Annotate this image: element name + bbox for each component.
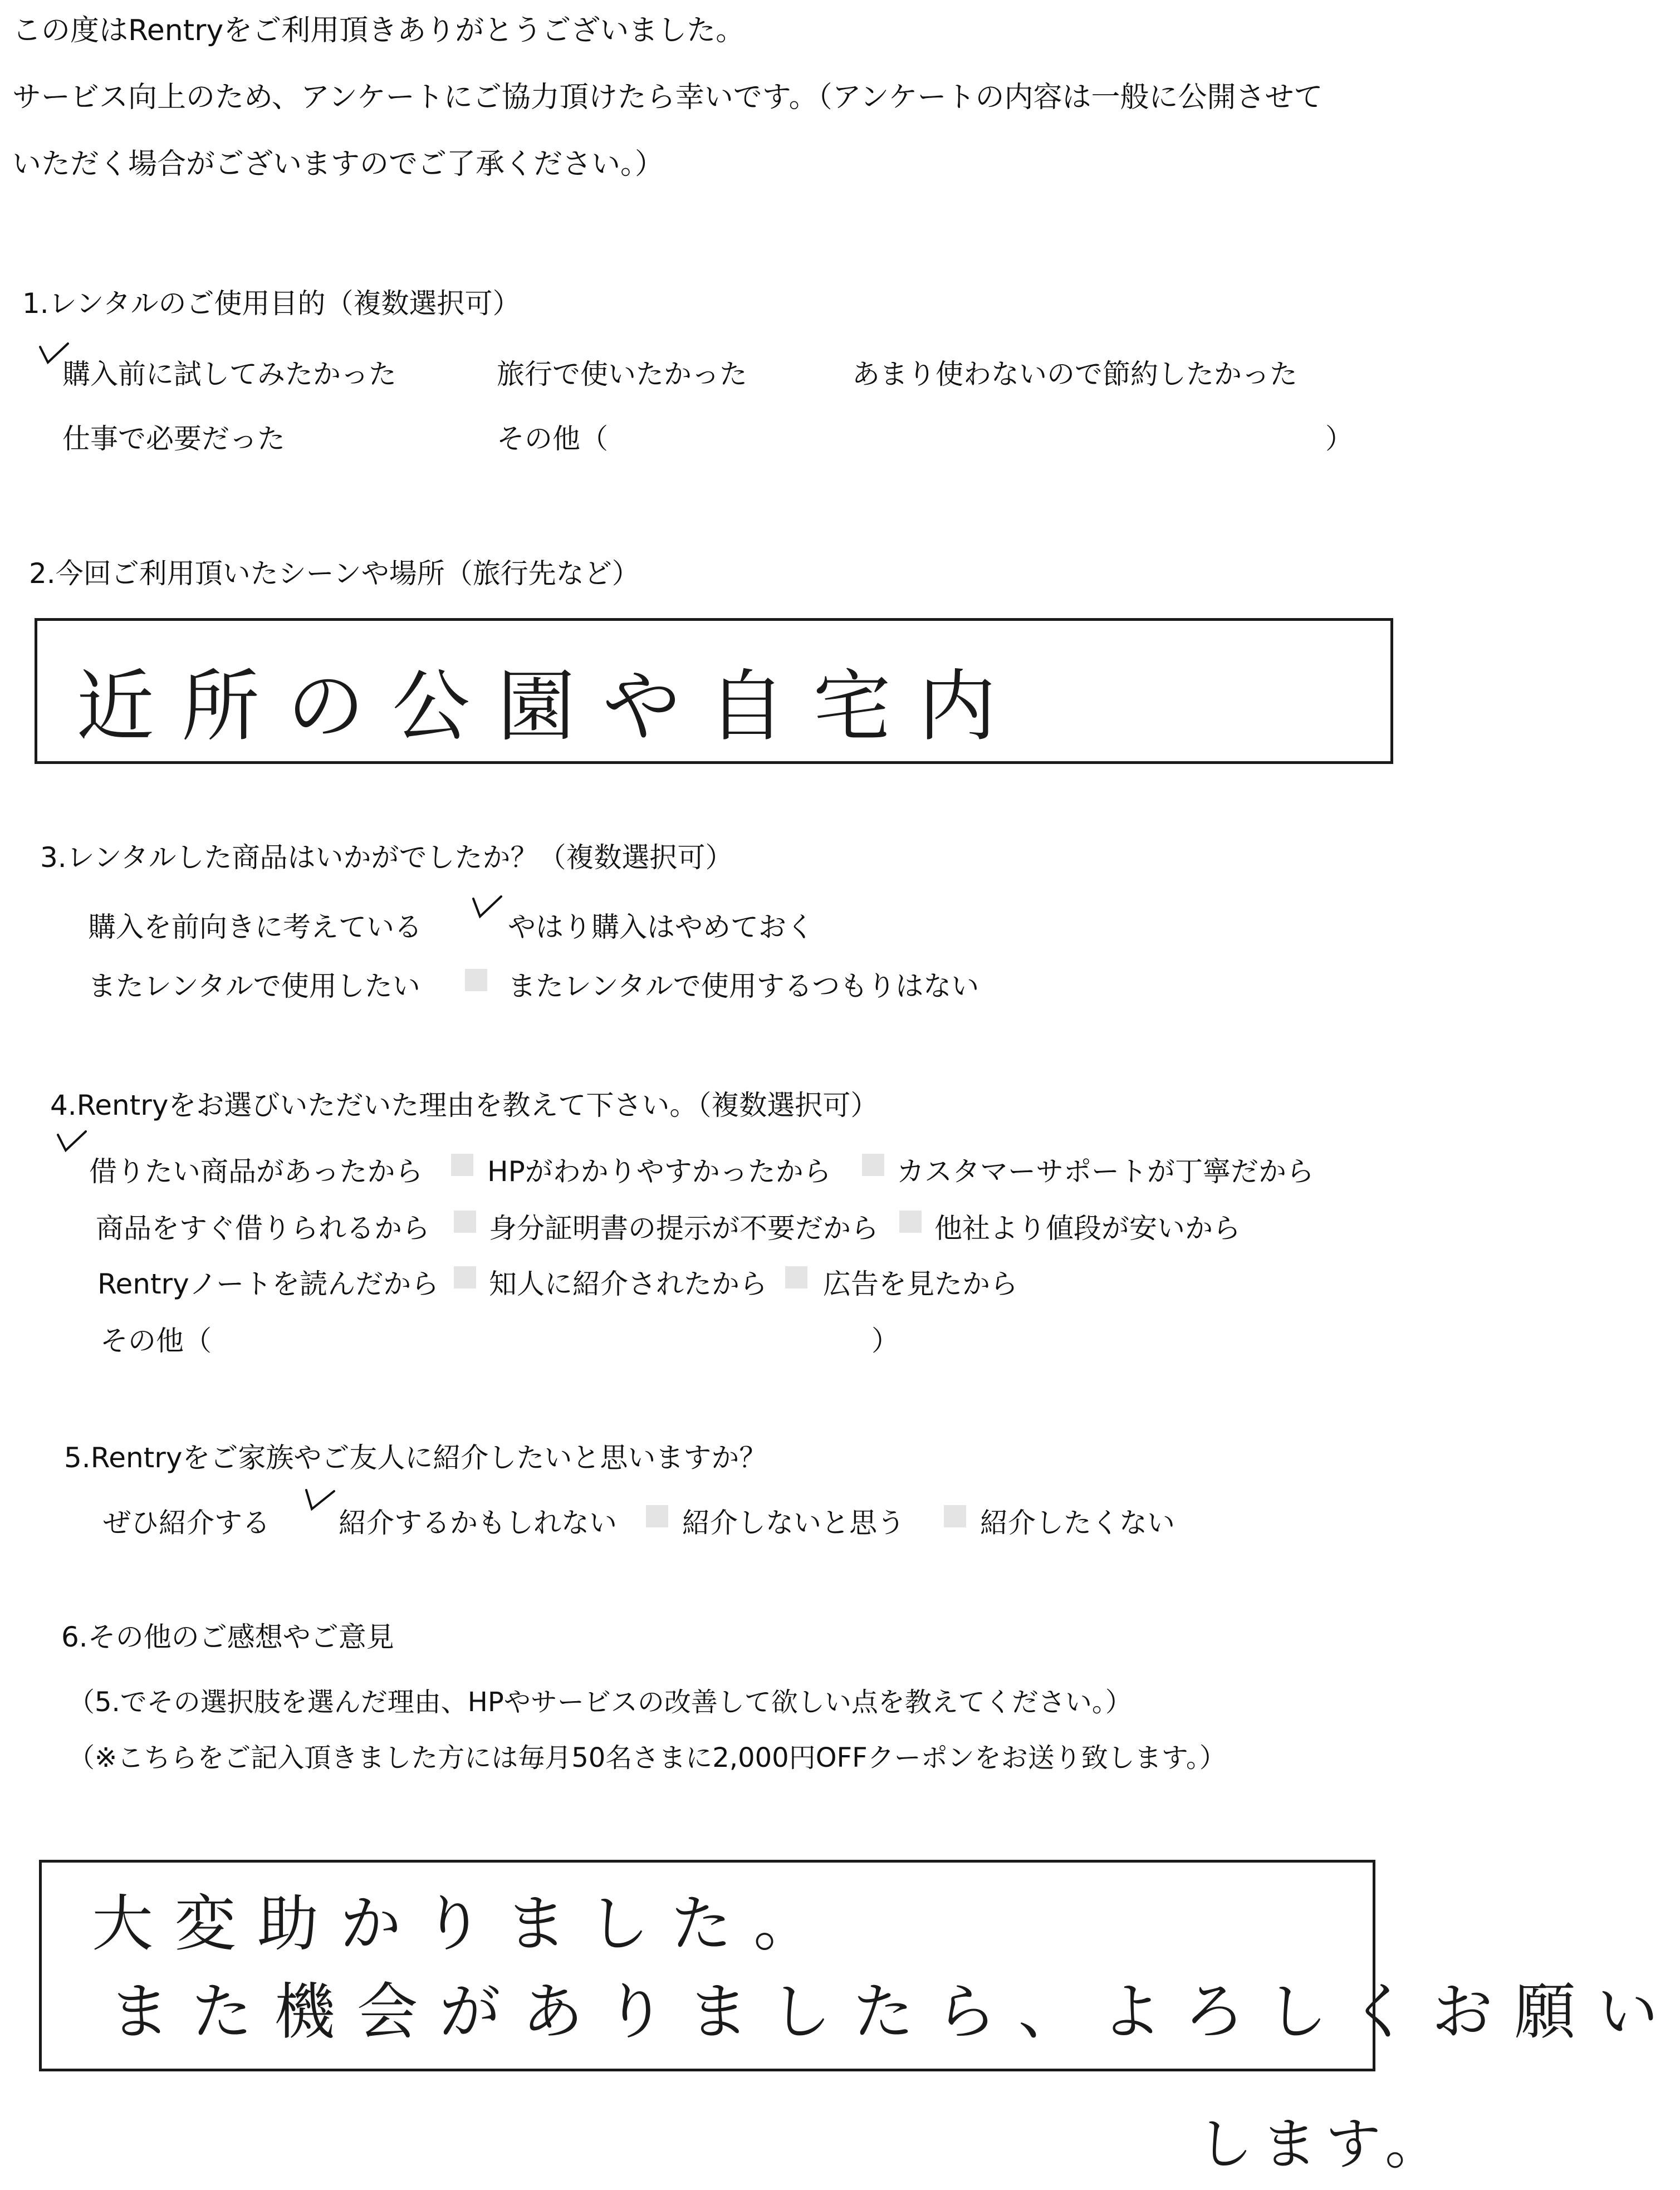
checkbox-empty[interactable] (944, 1505, 966, 1527)
q4-option-7[interactable]: Rentryノートを読んだから (97, 1268, 439, 1300)
q3-title: 3.レンタルした商品はいかがでしたか？（複数選択可） (40, 841, 733, 874)
checkbox-empty[interactable] (465, 969, 487, 991)
q1-close-paren: ） (1325, 423, 1353, 455)
q5-option-3[interactable]: 紹介しないと思う (682, 1507, 905, 1539)
q4-option-9[interactable]: 広告を見たから (823, 1268, 1018, 1300)
checkbox-empty[interactable] (454, 1211, 476, 1233)
checkbox-empty[interactable] (454, 1266, 476, 1288)
q5-option-2[interactable]: 紹介するかもしれない (339, 1507, 617, 1539)
q4-option-4[interactable]: 商品をすぐ借りられるから (96, 1212, 430, 1245)
q6-title: 6.その他のご感想やご意見 (61, 1621, 394, 1653)
checkmark-icon (305, 1488, 335, 1510)
q1-option-1[interactable]: 購入前に試してみたかった (62, 358, 396, 390)
q1-option-5[interactable]: その他（ (497, 423, 608, 455)
checkbox-empty[interactable] (899, 1211, 922, 1233)
q1-option-3[interactable]: あまり使わないので節約したかった (852, 358, 1297, 390)
checkbox-empty[interactable] (862, 1154, 884, 1176)
q5-option-4[interactable]: 紹介したくない (980, 1507, 1175, 1539)
intro-line-3: いただく場合がございますのでご了承ください。） (12, 148, 664, 181)
q2-answer-box[interactable] (35, 618, 1393, 764)
q4-option-8[interactable]: 知人に紹介されたから (489, 1268, 767, 1300)
q4-option-3[interactable]: カスタマーサポートが丁寧だから (897, 1155, 1314, 1188)
q4-option-5[interactable]: 身分証明書の提示が不要だから (489, 1212, 879, 1245)
q1-option-2[interactable]: 旅行で使いたかった (497, 358, 747, 390)
q6-handwritten-line-3: します。 (1197, 2111, 1449, 2177)
checkbox-empty[interactable] (785, 1266, 807, 1288)
q6-handwritten-line-2: また機会がありましたら、よろしくお願い (109, 1976, 1680, 2047)
q4-option-6[interactable]: 他社より値段が安いから (934, 1212, 1241, 1245)
q3-option-2[interactable]: やはり購入はやめておく (508, 911, 814, 943)
intro-line-2: サービス向上のため、アンケートにご協力頂けたら幸いです。（アンケートの内容は一般に公開させて (12, 81, 1323, 114)
q2-handwritten-answer: 近所の公園や自宅内 (76, 662, 1024, 752)
q5-title: 5.Rentryをご家族やご友人に紹介したいと思いますか？ (64, 1442, 767, 1474)
intro-line-1: この度はRentryをご利用頂きありがとうございました。 (12, 14, 745, 47)
q2-title: 2.今回ご利用頂いたシーンや場所（旅行先など） (29, 557, 640, 590)
q3-option-3[interactable]: またレンタルで使用したい (88, 970, 420, 1002)
checkbox-empty[interactable] (646, 1505, 668, 1527)
q3-option-4[interactable]: またレンタルで使用するつもりはない (508, 970, 979, 1002)
checkbox-empty[interactable] (451, 1154, 473, 1176)
q4-close-paren: ） (871, 1325, 899, 1357)
q4-option-2[interactable]: HPがわかりやすかったから (487, 1155, 831, 1188)
q3-option-1[interactable]: 購入を前向きに考えている (88, 911, 422, 943)
q1-title: 1.レンタルのご使用目的（複数選択可） (22, 287, 521, 320)
q6-answer-box[interactable] (39, 1860, 1680, 2071)
q6-note-2: （※こちらをご記入頂きました方には毎月50名さまに2,000円OFFクーポンをお送り致します。） (68, 1742, 1226, 1773)
q1-option-4[interactable]: 仕事で必要だった (62, 423, 285, 455)
checkmark-icon (472, 895, 502, 918)
q4-option-10[interactable]: その他（ (100, 1325, 212, 1357)
q4-title: 4.Rentryをお選びいただいた理由を教えて下さい。（複数選択可） (50, 1089, 879, 1121)
q6-note-1: （5.でその選択肢を選んだ理由、HPやサービスの改善して欲しい点を教えてください。） (68, 1687, 1132, 1718)
q5-option-1[interactable]: ぜひ紹介する (103, 1507, 270, 1539)
checkmark-icon (57, 1130, 87, 1153)
q4-option-1[interactable]: 借りたい商品があったから (89, 1155, 423, 1188)
q6-handwritten-line-1: 大変助かりました。 (92, 1888, 836, 1959)
